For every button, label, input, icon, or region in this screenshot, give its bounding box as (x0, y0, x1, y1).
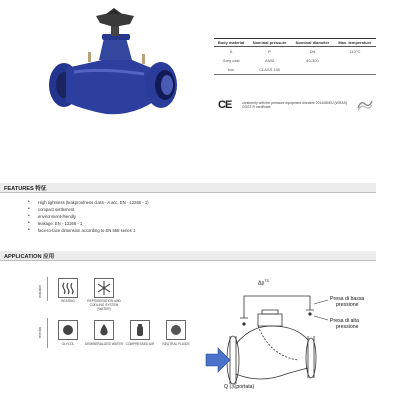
low-pressure-line-2: pressione (336, 302, 359, 308)
flow-arrow-icon (206, 348, 230, 372)
table-cell (291, 65, 334, 75)
application-title: APPLICATION 应用 (4, 254, 55, 260)
table-cell: Grey cast (222, 58, 240, 63)
delta-p-symbol: Δp (258, 280, 265, 287)
table-cell: CLASS 150 (248, 65, 291, 75)
application-section-header (0, 251, 376, 261)
high-pressure-line-2: pressione (336, 324, 359, 330)
list-item: • High tightness (leakproofness class - A acc. EN - 12266 - 1) (38, 199, 238, 206)
heating-icon (58, 278, 78, 298)
snowflake-icon (94, 278, 114, 298)
industry-row-label: industri (37, 285, 42, 298)
ce-mark: CE (218, 99, 232, 111)
table-header: Nominal diameter (291, 39, 334, 47)
list-item: • compact settlement (38, 206, 238, 213)
high-pressure-line-1: Presa di alta (330, 318, 359, 324)
refrigeration-label: REFRIGERATION AND COOLING SYSTEM (WATER) (87, 299, 121, 311)
compressed-air-label: COMPRESSED AIR (125, 342, 155, 346)
list-item: • environment-friendly (38, 213, 238, 220)
valve-body (49, 34, 177, 114)
table-cell: 40-300 (306, 58, 319, 63)
table-cell: 110°C (349, 49, 361, 54)
table-cell: iron (214, 65, 248, 75)
table-cell: DN (309, 49, 316, 54)
table-cell: ANSI (264, 58, 275, 63)
list-item: • leakage: EN - 12266 - 1 (38, 220, 238, 227)
glycol-icon (58, 320, 78, 340)
table-header: Body material (214, 39, 248, 47)
table-cell: P (268, 49, 271, 54)
table-cell (334, 65, 376, 75)
table-cell (334, 56, 376, 65)
valve-pressure-diagram (200, 274, 376, 400)
table-header: Nominal pressure (248, 39, 291, 47)
features-title: FEATURES 特征 (4, 186, 47, 192)
delta-p-superscript: TS (264, 279, 269, 283)
media-row-label: media (37, 327, 42, 338)
table-cell: A (229, 49, 233, 54)
table-row (214, 56, 376, 65)
table-row (214, 65, 376, 75)
valve-image (44, 8, 194, 128)
handwheel (96, 8, 134, 36)
neutral-fluids-label: NEUTRAL FLUIDS (162, 342, 190, 346)
spec-table (214, 38, 376, 75)
water-drop-icon (94, 320, 114, 340)
divider (47, 277, 48, 301)
features-section-header (0, 183, 376, 193)
list-item: • face-to-face dimension according to EN 558 series 1 (38, 227, 238, 234)
delta-p-label (258, 278, 269, 287)
compressed-air-icon (130, 320, 150, 340)
low-pressure-line-1: Presa di bassa (330, 296, 365, 302)
high-pressure-label (330, 318, 359, 330)
certification-text: conformity with the pressure equipment directive 2014/68/EU (WRAS) GOST-R certificate (242, 101, 347, 110)
glycol-label: GLYCOL (61, 342, 75, 346)
features-list (38, 199, 238, 234)
flow-label: Q (流portata) (224, 384, 255, 390)
table-header-row (214, 39, 376, 47)
wras-logo-icon (356, 98, 374, 112)
demineralized-water-label: DEMINERALIZED WATER (85, 342, 123, 346)
low-pressure-label (330, 296, 364, 308)
heating-label: HEATING (61, 299, 75, 303)
table-row (214, 47, 376, 57)
neutral-fluids-icon (166, 320, 186, 340)
table-header: Max. temperature (334, 39, 376, 47)
